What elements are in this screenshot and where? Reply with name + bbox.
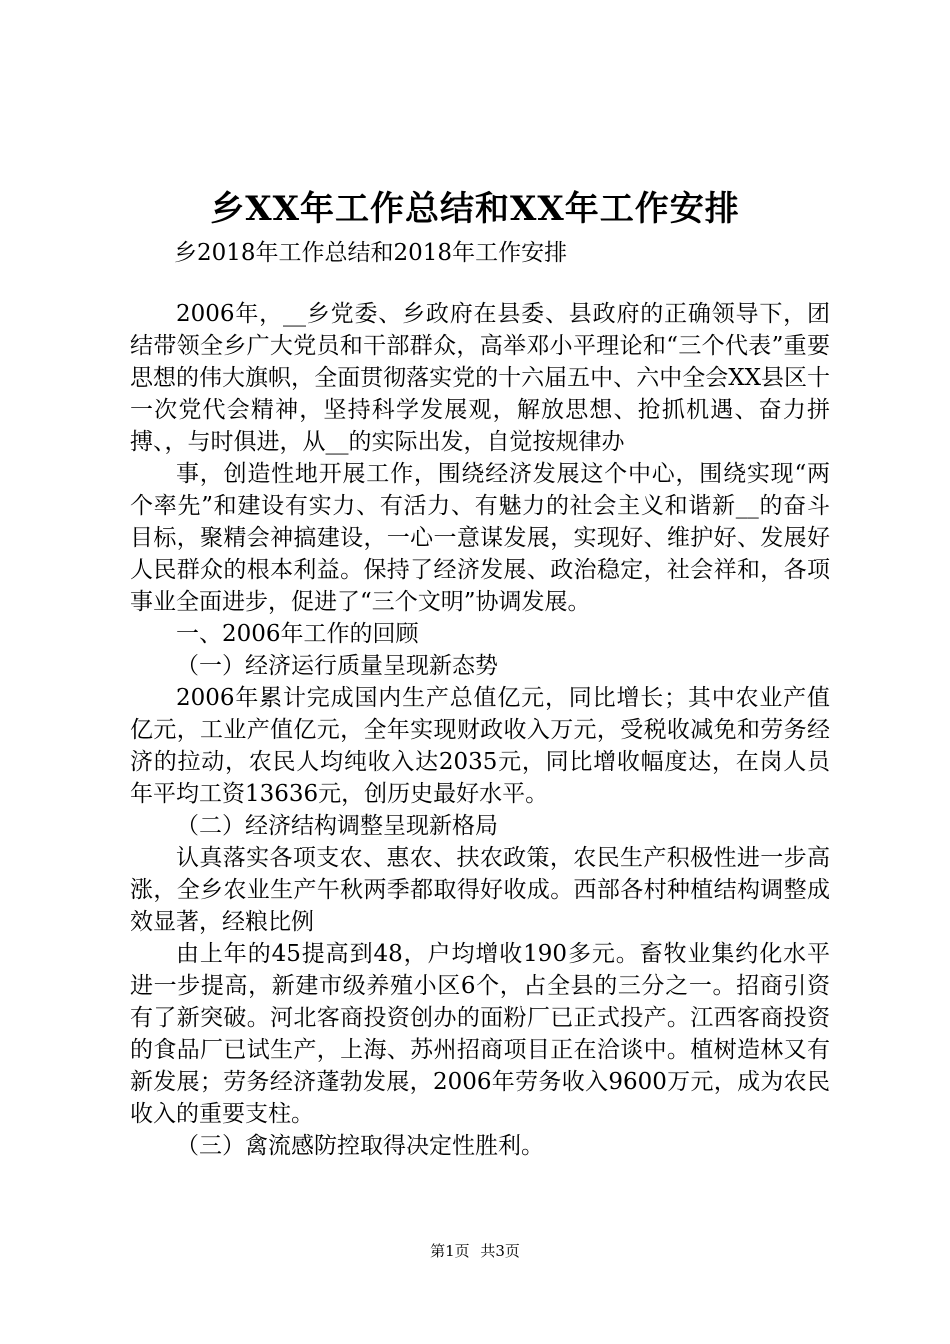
document-title: 乡XX年工作总结和XX年工作安排 — [210, 189, 740, 229]
paragraph-2: 事，创造性地开展工作，围绕经济发展这个中心，围绕实现“两个率先”和建设有实力、有活力、有魅力的社会主义和谐新__的奋斗目标，聚精会神搞建设，一心一意谋发展，实现好、维护好、发展好人民群众的根本利益。保持了经济发展、政治稳定，社会祥和，各项事业全面进步，促进了“三个文明”协调发展。 — [130, 461, 830, 615]
paragraph-3: 2006年累计完成国内生产总值亿元，同比增长；其中农业产值亿元，工业产值亿元，全年实现财政收入万元，受税收减免和劳务经济的拉动，农民人均纯收入达2035元，同比增收幅度达，在岗人员年平均工资13636元，创历史最好水平。 — [130, 685, 830, 807]
subsection-heading-1: （一）经济运行质量呈现新态势 — [176, 653, 498, 679]
page-footer — [0, 1241, 950, 1261]
page-total: 共3页 — [480, 1242, 520, 1260]
section-heading-1: 一、2006年工作的回顾 — [176, 621, 419, 647]
document-subtitle: 乡2018年工作总结和2018年工作安排 — [174, 240, 568, 266]
subsection-heading-3: （三）禽流感防控取得决定性胜利。 — [176, 1133, 544, 1159]
paragraph-1: 2006年，__乡党委、乡政府在县委、县政府的正确领导下，团结带领全乡广大党员和干部群众，高举邓小平理论和“三个代表”重要思想的伟大旗帜，全面贯彻落实党的十六届五中、六中全会XX县区十一次党代会精神，坚持科学发展观，解放思想、抢抓机遇、奋力拼搏、，与时俱进，从__的实际出发，自觉按规律办 — [130, 301, 830, 455]
page-number: 第1页 — [430, 1242, 470, 1260]
document-body — [130, 298, 830, 1162]
subsection-heading-2: （二）经济结构调整呈现新格局 — [176, 813, 498, 839]
paragraph-5: 由上年的45提高到48，户均增收190多元。畜牧业集约化水平进一步提高，新建市级养殖小区6个，占全县的三分之一。招商引资有了新突破。河北客商投资创办的面粉厂已正式投产。江西客商投资的食品厂已试生产，上海、苏州招商项目正在洽谈中。植树造林又有新发展；劳务经济蓬勃发展，2006年劳务收入9600万元，成为农民收入的重要支柱。 — [130, 941, 830, 1127]
paragraph-4: 认真落实各项支农、惠农、扶农政策，农民生产积极性进一步高涨，全乡农业生产午秋两季都取得好收成。西部各村种植结构调整成效显著，经粮比例 — [130, 845, 830, 935]
